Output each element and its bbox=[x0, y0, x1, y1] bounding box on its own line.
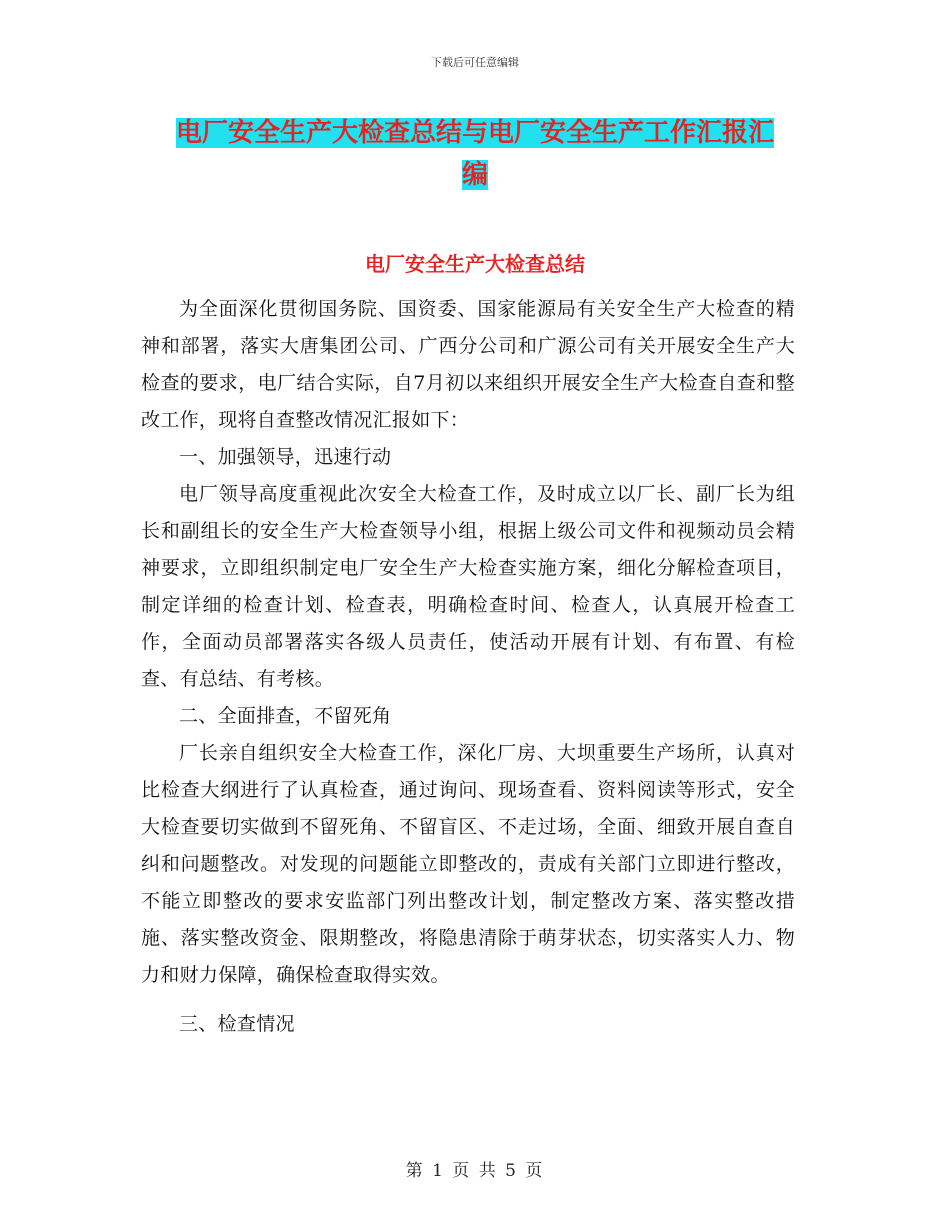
section-title: 电厂安全生产大检查总结 bbox=[365, 252, 585, 276]
body-text bbox=[141, 291, 795, 1043]
paragraph-1: 电厂领导高度重视此次安全大检查工作，及时成立以厂长、副厂长为组长和副组长的安全生产大检查领导小组，根据上级公司文件和视频动员会精神要求，立即组织制定电厂安全生产大检查实施方案，细化分解检查项目，制定详细的检查计划、检查表，明确检查时间、检查人，认真展开检查工作，全面动员部署落实各级人员责任，使活动开展有计划、有布置、有检查、有总结、有考核。 bbox=[141, 483, 795, 690]
heading-3: 三、检查情况 bbox=[179, 1013, 295, 1035]
paragraph-intro: 为全面深化贯彻国务院、国资委、国家能源局有关安全生产大检查的精神和部署，落实大唐集团公司、广西分公司和广源公司有关开展安全生产大检查的要求，电厂结合实际，自7月初以来组织开展安全生产大检查自查和整改工作，现将自查整改情况汇报如下： bbox=[141, 298, 795, 431]
heading-1: 一、加强领导，迅速行动 bbox=[179, 446, 392, 468]
page-number: 第 1 页 共 5 页 bbox=[405, 1161, 545, 1181]
document-title bbox=[145, 112, 805, 196]
heading-2: 二、全面排查，不留死角 bbox=[179, 705, 392, 727]
header-note: 下载后可任意编辑 bbox=[431, 56, 519, 69]
document-title-line2: 编 bbox=[461, 160, 488, 190]
document-title-line1: 电厂安全生产大检查总结与电厂安全生产工作汇报汇 bbox=[175, 118, 774, 148]
paragraph-2: 厂长亲自组织安全大检查工作，深化厂房、大坝重要生产场所，认真对比检查大纲进行了认真检查，通过询问、现场查看、资料阅读等形式，安全大检查要切实做到不留死角、不留盲区、不走过场，全面、细致开展自查自纠和问题整改。对发现的问题能立即整改的，责成有关部门立即进行整改，不能立即整改的要求安监部门列出整改计划，制定整改方案、落实整改措施、落实整改资金、限期整改，将隐患清除于萌芽状态，切实落实人力、物力和财力保障，确保检查取得实效。 bbox=[141, 742, 795, 986]
